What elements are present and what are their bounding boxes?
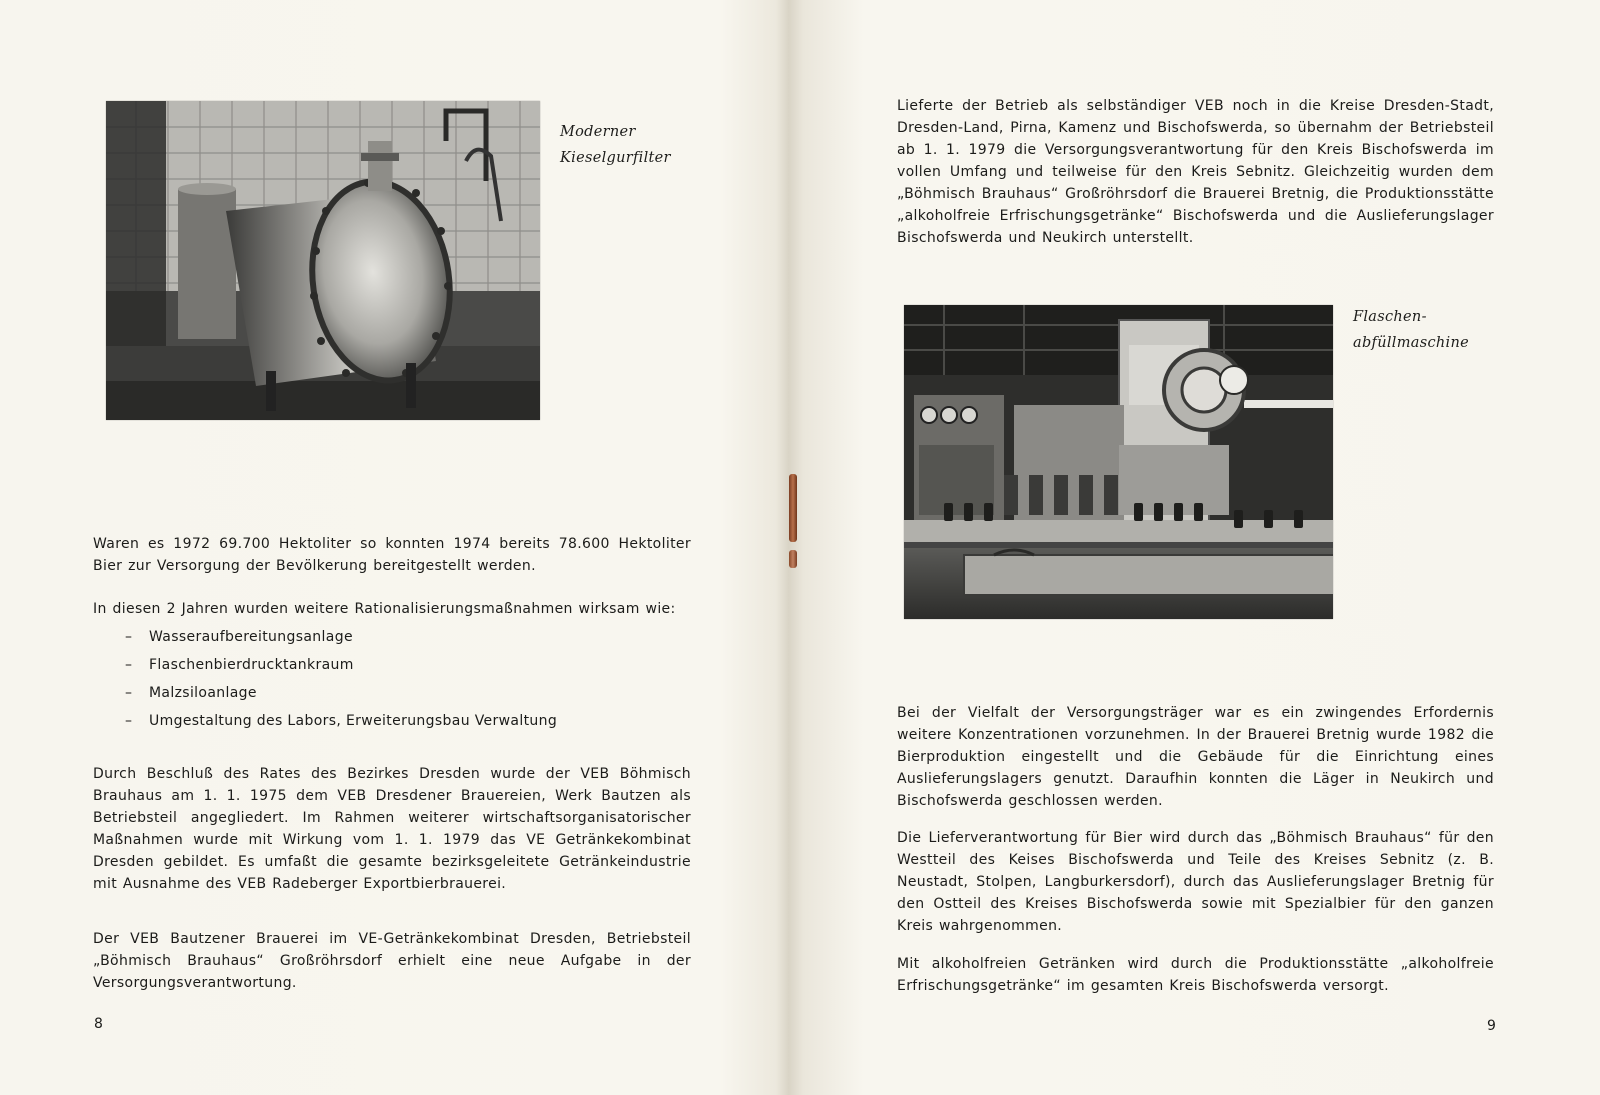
filter-photo xyxy=(106,101,540,420)
production-paragraph: Waren es 1972 69.700 Hektoliter so konnten 1974 bereits 78.600 Hektoliter Bier zur Versorgung der Bevölkerung bereitgestellt werden. xyxy=(93,536,691,574)
filter-photo-caption xyxy=(560,119,671,171)
concentration-paragraph: Bei der Vielfalt der Versorgungsträger war es ein zwingendes Erfordernis weitere Konzentrationen vorzunehmen. In der Brauerei Bretnig wurde 1982 die Bierproduktion eingestellt und die Gebäude für die Einrichtung eines Auslieferungslagers genutzt. Daraufhin konnten die Läger in Neukirch und Bischofswerda geschlossen werden. xyxy=(897,705,1494,809)
kieselgur-filter-image xyxy=(106,101,540,420)
page-number-left: 8 xyxy=(94,1016,103,1032)
resolution-paragraph: Durch Beschluß des Rates des Bezirkes Dresden wurde der VEB Böhmisch Brauhaus am 1. 1. 1975 dem VEB Dresdener Brauereien, Werk Bautzen als Betriebsteil angegliedert. Im Rahmen weiterer wirtschaftsorganisatorischer Maßnahmen wurde mit Wirkung vom 1. 1. 1979 das VE Getränkekombinat Dresden gebildet. Es umfaßt die gesamte bezirksgeleitete Getränkeindustrie mit Ausnahme des VEB Radeberger Exportbierbrauerei. xyxy=(93,766,691,892)
bottling-photo xyxy=(904,305,1333,619)
page-number-right: 9 xyxy=(1487,1018,1496,1034)
right-page xyxy=(795,0,1600,1095)
list-item-label: Malzsiloanlage xyxy=(149,685,257,701)
list-item xyxy=(125,623,685,651)
caption-line: Kieselgurfilter xyxy=(560,150,671,166)
bottling-photo-caption xyxy=(1353,304,1469,356)
list-item xyxy=(125,679,685,707)
list-item-label: Umgestaltung des Labors, Erweiterungsbau Verwaltung xyxy=(149,713,558,729)
soft-drinks-paragraph: Mit alkoholfreien Getränken wird durch die Produktionsstätte „alkoholfreie Erfrischungsgetränke“ im gesamten Kreis Bischofswerda versorgt. xyxy=(897,956,1494,994)
caption-line: Flaschen- xyxy=(1353,309,1427,325)
measures-intro: In diesen 2 Jahren wurden weitere Rationalisierungsmaßnahmen wirksam wie: xyxy=(93,601,676,617)
task-paragraph: Der VEB Bautzener Brauerei im VE-Getränkekombinat Dresden, Betriebsteil „Böhmisch Brauhaus“ Großröhrsdorf erhielt eine neue Aufgabe in der Versorgungsverantwortung. xyxy=(93,931,691,991)
list-item xyxy=(125,651,685,679)
caption-line: Moderner xyxy=(560,124,636,140)
list-item-label: Wasseraufbereitungsanlage xyxy=(149,629,353,645)
bottling-machine-image xyxy=(904,305,1333,619)
list-item xyxy=(125,707,685,735)
beer-supply-paragraph: Die Lieferverantwortung für Bier wird durch das „Böhmisch Brauhaus“ für den Westteil des Keises Bischofswerda und Teile des Kreises Sebnitz (z. B. Neustadt, Stolpen, Langburkersdorf), durch das Auslieferungslager Bretnig für den Ostteil des Kreises Bischofswerda sowie mit Spezialbier für den ganzen Kreis wahrgenommen. xyxy=(897,830,1494,934)
measures-list xyxy=(125,623,685,735)
caption-line: abfüllmaschine xyxy=(1353,335,1469,351)
left-page xyxy=(0,0,790,1095)
supply-paragraph: Lieferte der Betrieb als selbständiger VEB noch in die Kreise Dresden-Stadt, Dresden-Land, Pirna, Kamenz und Bischofswerda, so übernahm der Betriebsteil ab 1. 1. 1979 die Versorgungsverantwortung für den Kreis Bischofswerda im vollen Umfang und teilweise für den Kreis Sebnitz. Gleichzeitig wurden dem „Böhmisch Brauhaus“ Großröhrsdorf die Brauerei Bretnig, die Produktionsstätte „alkoholfreie Erfrischungsgetränke“ Bischofswerda und die Auslieferungslager Bischofswerda und Neukirch unterstellt. xyxy=(897,98,1494,246)
list-item-label: Flaschenbierdrucktankraum xyxy=(149,657,354,673)
